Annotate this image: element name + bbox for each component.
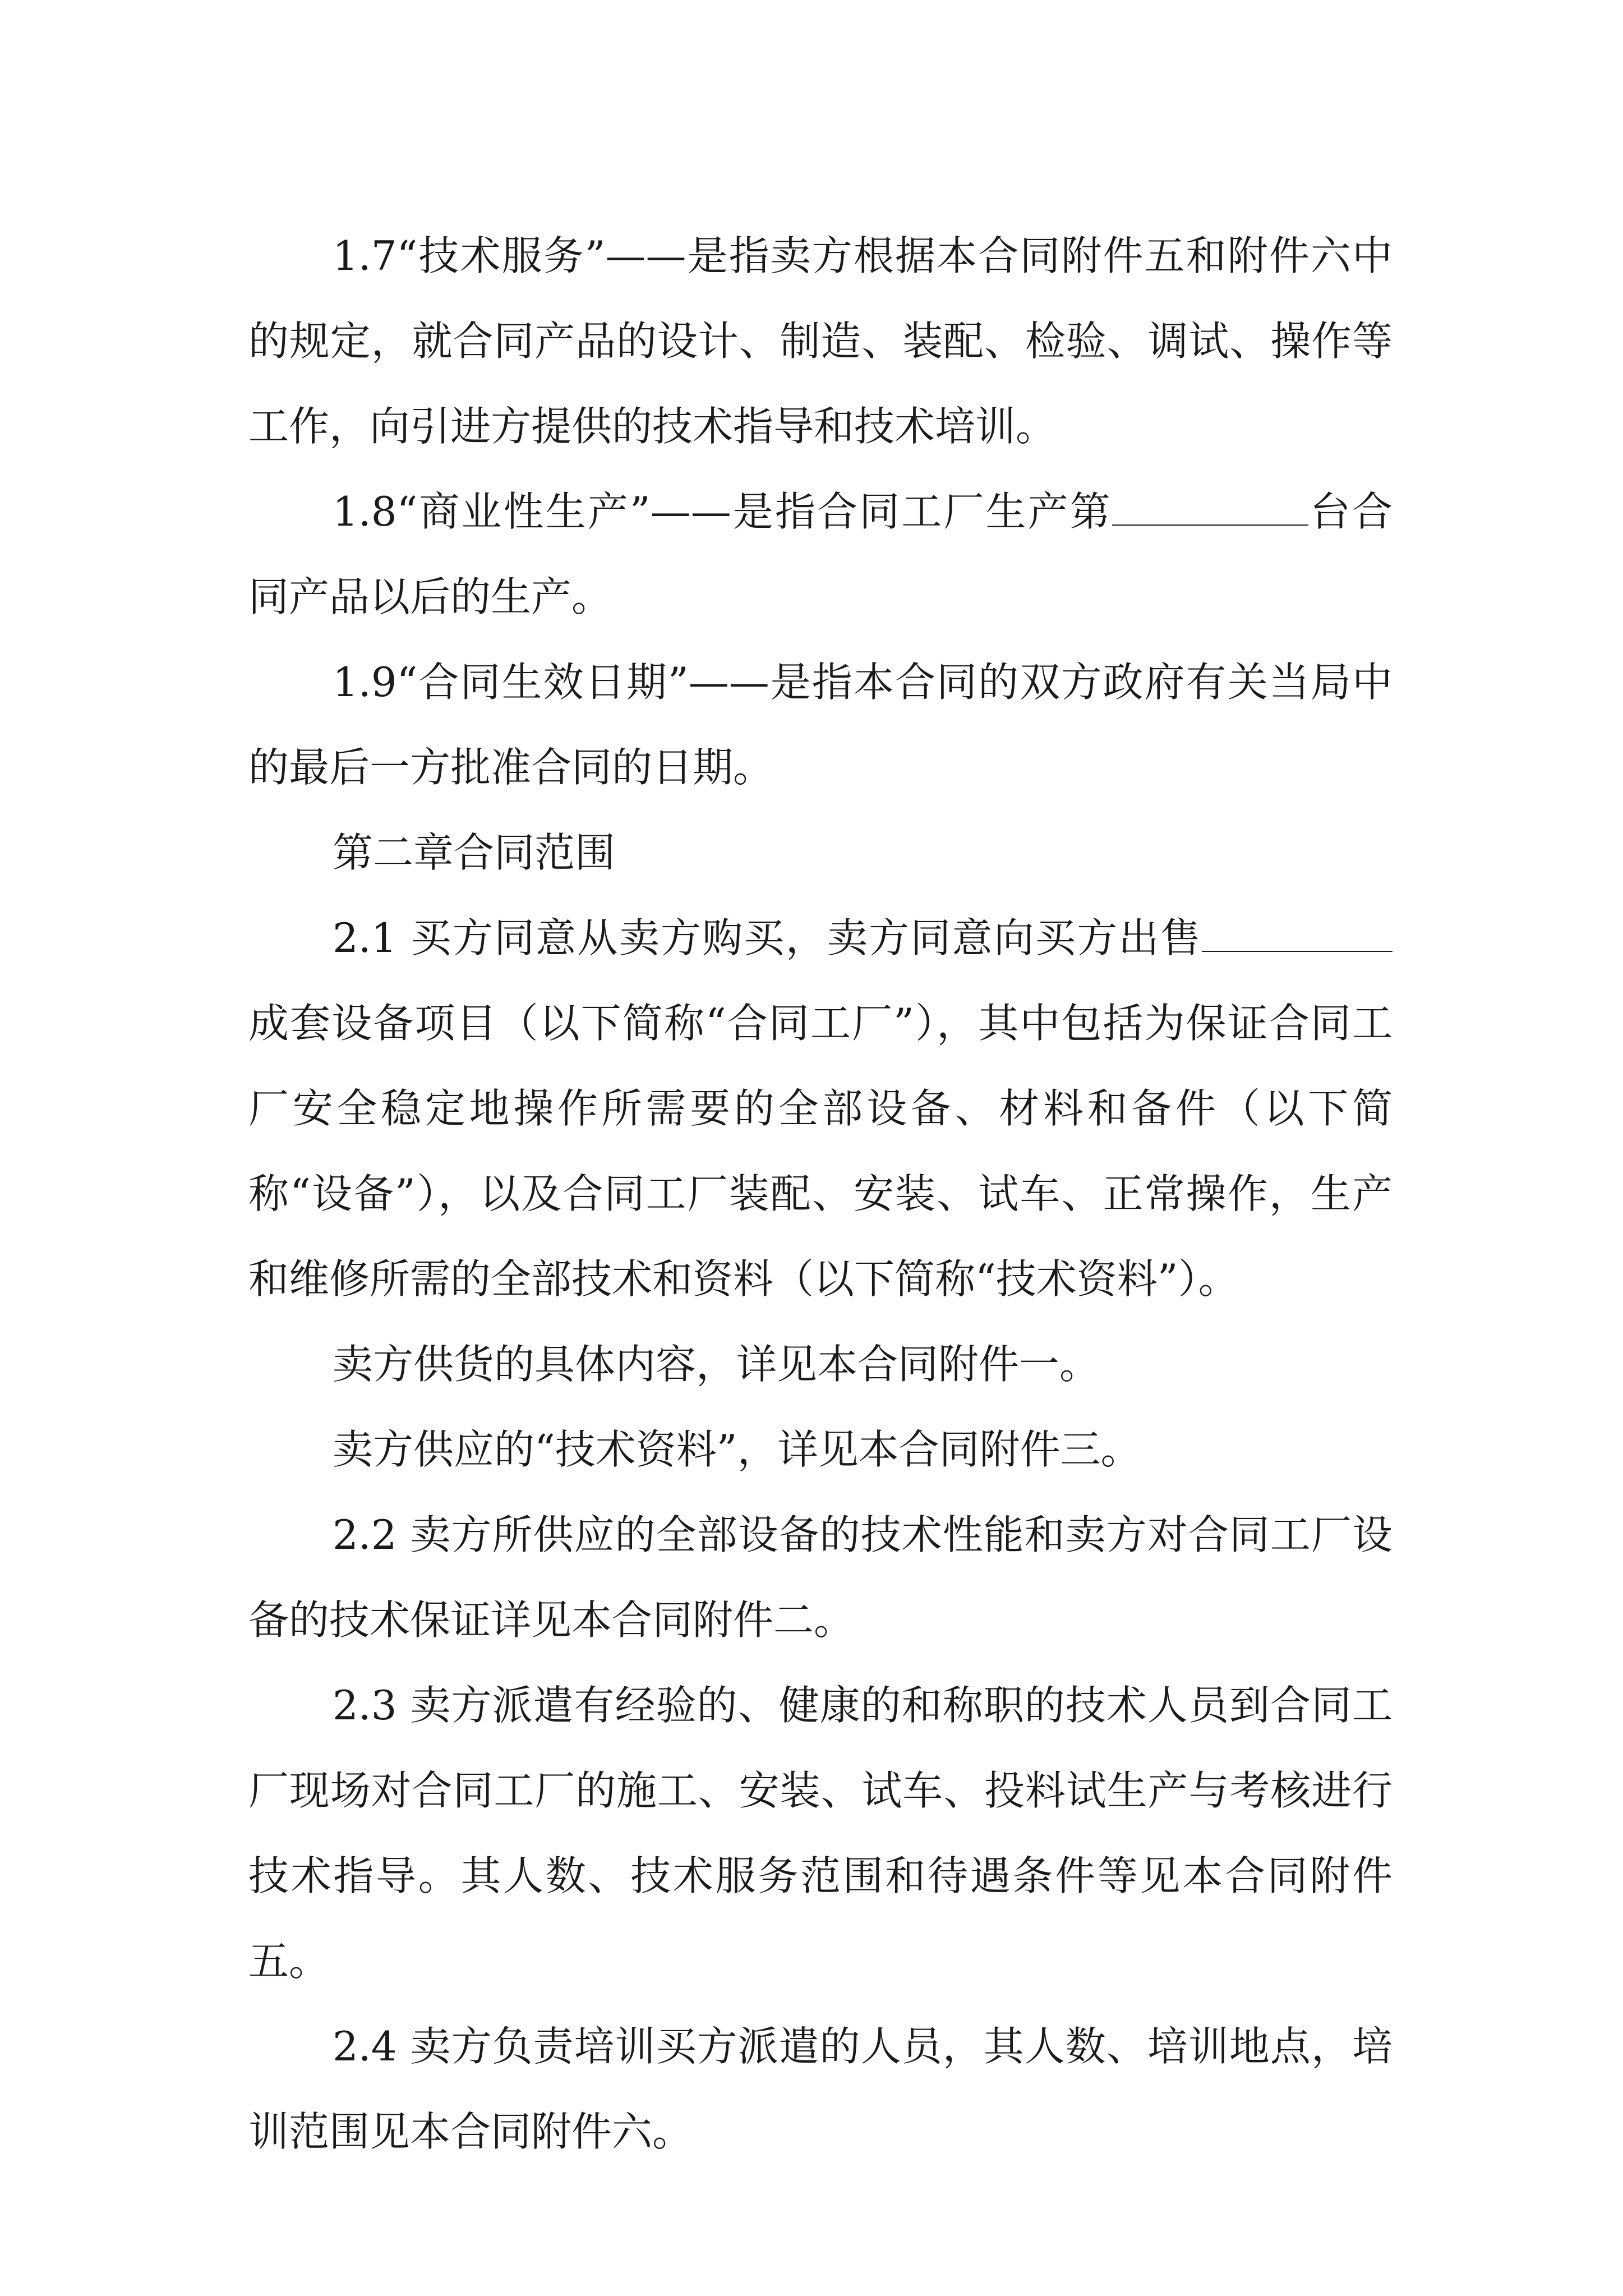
clause-2-4	[248, 2004, 1393, 2174]
clause-1-9-text: 1.9“合同生效日期”——是指本合同的双方政府有关当局中的最后一方批准合同的日期。	[248, 659, 1393, 791]
chapter-2-heading	[248, 810, 1393, 895]
blank-production-count	[1112, 491, 1308, 526]
clause-2-1-text-after: 成套设备项目（以下简称“合同工厂”），其中包括为保证合同工厂安全稳定地操作所需要的全部设备、材料和备件（以下简称“设备”），以及合同工厂装配、安装、试车、正常操作，生产和维修所需的全部技术和资料（以下简称“技术资料”）。	[248, 1000, 1393, 1303]
clause-1-7	[248, 213, 1393, 469]
technical-data-text: 卖方供应的“技术资料”，详见本合同附件三。	[333, 1426, 1141, 1473]
clause-2-3	[248, 1663, 1393, 2004]
clause-1-7-text: 1.7“技术服务”——是指卖方根据本合同附件五和附件六中的规定，就合同产品的设计、制造、装配、检验、调试、操作等工作，向引进方提供的技术指导和技术培训。	[248, 232, 1393, 450]
clause-1-8-text-after: 台合同产品以后的生产。	[248, 488, 1393, 620]
clause-2-1	[248, 895, 1393, 1322]
clause-2-2	[248, 1492, 1393, 1663]
clause-2-3-text: 2.3 卖方派遣有经验的、健康的和称职的技术人员到合同工厂现场对合同工厂的施工、安装、试车、投料试生产与考核进行技术指导。其人数、技术服务范围和待遇条件等见本合同附件五。	[248, 1682, 1393, 1985]
supply-content-note	[248, 1322, 1393, 1407]
clause-1-8-text-before: 1.8“商业性生产”——是指合同工厂生产第	[333, 488, 1112, 535]
document-page	[248, 213, 1393, 2174]
clause-1-9	[248, 639, 1393, 810]
clause-2-4-text: 2.4 卖方负责培训买方派遣的人员，其人数、培训地点，培训范围见本合同附件六。	[248, 2023, 1393, 2155]
chapter-2-heading-text: 第二章合同范围	[333, 829, 616, 876]
clause-2-2-text: 2.2 卖方所供应的全部设备的技术性能和卖方对合同工厂设备的技术保证详见本合同附件二。	[248, 1511, 1393, 1644]
clause-2-1-text-before: 2.1 买方同意从卖方购买，卖方同意向买方出售	[333, 914, 1202, 961]
technical-data-note	[248, 1407, 1393, 1492]
clause-1-8	[248, 469, 1393, 639]
blank-project-name	[1202, 917, 1393, 952]
supply-content-text: 卖方供货的具体内容，详见本合同附件一。	[333, 1341, 1100, 1388]
